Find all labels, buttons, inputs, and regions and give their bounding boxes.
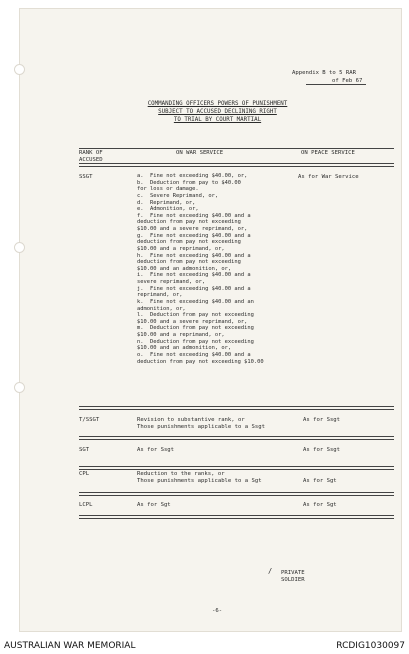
appendix-reference: Appendix B to 5 RAR	[292, 70, 356, 76]
punishment-item: reprimand, or,	[137, 292, 183, 299]
punishment-item: severe reprimand, or,	[137, 279, 206, 285]
table-top-rule	[79, 148, 394, 149]
punishment-item: $10.00 and an admonition, or,	[137, 265, 232, 272]
t-ssgt-peace: As for Ssgt	[303, 417, 341, 423]
cpl-war-line-2: Those punishments applicable to a Sgt	[137, 478, 262, 484]
row-rule	[79, 436, 394, 440]
punishment-item: n. Deduction from pay not exceeding	[137, 338, 254, 345]
signature-line-1: PRIVATE	[281, 570, 305, 576]
punishment-item: deduction from pay not exceeding	[137, 259, 241, 266]
signature-slash: /	[268, 567, 273, 575]
punishment-item: $10.00 and a severe reprimand, or,	[137, 318, 248, 325]
punishment-item: $10.00 and an admonition, or,	[137, 345, 232, 352]
punishment-item: $10.00 and a severe reprimand, or,	[137, 226, 248, 232]
header-rule	[79, 163, 394, 167]
punishment-item: h. Fine not exceeding $40.00 and a	[137, 252, 251, 259]
punishment-list	[137, 173, 302, 365]
punishment-item: deduction from pay not exceeding $10.00	[137, 358, 264, 365]
header-accused: ACCUSED	[79, 157, 103, 163]
row-rule	[79, 492, 394, 496]
header-war-service: ON WAR SERVICE	[176, 150, 224, 156]
punishment-item: c. Severe Reprimand, or,	[137, 192, 219, 199]
rank-sgt: SGT	[79, 447, 90, 453]
punishment-item: a. Fine not exceeding $40.00, or,	[137, 173, 248, 179]
punishment-item: k. Fine not exceeding $40.00 and an	[137, 298, 254, 305]
page-number: -6-	[212, 608, 223, 614]
document-title-line-2: SUBJECT TO ACCUSED DECLINING RIGHT	[158, 109, 277, 115]
punishment-item: admonition, or,	[137, 305, 186, 312]
punishment-item: e. Admonition, or,	[137, 206, 199, 213]
header-rank: RANK OF	[79, 150, 103, 156]
punishment-item: $10.00 and a reprimand, or,	[137, 332, 225, 338]
footer-institution: AUSTRALIAN WAR MEMORIAL	[4, 641, 136, 651]
punishment-item: d. Reprimand, or,	[137, 199, 196, 206]
t-ssgt-war-line-2: Those punishments applicable to a Ssgt	[137, 424, 265, 430]
punch-hole	[14, 242, 25, 253]
ssgt-peace-service: As for War Service	[298, 174, 359, 180]
punishment-item: deduction from pay not exceeding	[137, 239, 241, 246]
cpl-peace: As for Sgt	[303, 478, 337, 484]
document-title-line-1: COMMANDING OFFICERS POWERS OF PUNISHMENT	[147, 101, 288, 107]
lcpl-war: As for Sgt	[137, 502, 171, 508]
punch-hole	[14, 64, 25, 75]
sgt-peace: As for Ssgt	[303, 447, 341, 453]
date-underline	[306, 84, 366, 85]
punishment-item: j. Fine not exceeding $40.00 and a	[137, 285, 251, 292]
punishment-item: g. Fine not exceeding $40.00 and a	[137, 232, 251, 239]
signature-line-2: SOLDIER	[281, 577, 305, 583]
punishment-item: $10.00 and a reprimand, or,	[137, 245, 225, 252]
punch-hole	[14, 382, 25, 393]
rank-t-ssgt: T/SSGT	[79, 417, 100, 423]
sgt-war: As for Ssgt	[137, 447, 175, 453]
rank-cpl: CPL	[79, 471, 90, 477]
document-title-line-3: TO TRIAL BY COURT MARTIAL	[173, 117, 262, 123]
punishment-item: f. Fine not exceeding $40.00 and a	[137, 212, 251, 219]
rank-lcpl: LCPL	[79, 502, 93, 508]
punishment-item: o. Fine not exceeding $40.00 and a	[137, 351, 251, 358]
header-peace-service: ON PEACE SERVICE	[301, 150, 355, 156]
cpl-war-line-1: Reduction to the ranks, or	[137, 471, 225, 477]
punishment-item: l. Deduction from pay not exceeding	[137, 312, 254, 319]
row-rule	[79, 406, 394, 410]
lcpl-peace: As for Sgt	[303, 502, 337, 508]
rank-ssgt: SSGT	[79, 174, 93, 180]
punishment-item: deduction from pay not exceeding	[137, 219, 241, 226]
punishment-item: m. Deduction from pay not exceeding	[137, 325, 254, 332]
punishment-item: i. Fine not exceeding $40.00 and a	[137, 272, 251, 279]
footer-record-id: RCDIG1030097	[336, 641, 405, 651]
punishment-item: b. Deduction from pay to $40.00	[137, 179, 241, 186]
t-ssgt-war-line-1: Revision to substantive rank, or	[137, 417, 245, 423]
row-rule	[79, 466, 394, 470]
date-line: of Feb 67	[332, 78, 363, 84]
table-bottom-rule	[79, 515, 394, 519]
punishment-item: for loss or damage.	[137, 186, 199, 193]
